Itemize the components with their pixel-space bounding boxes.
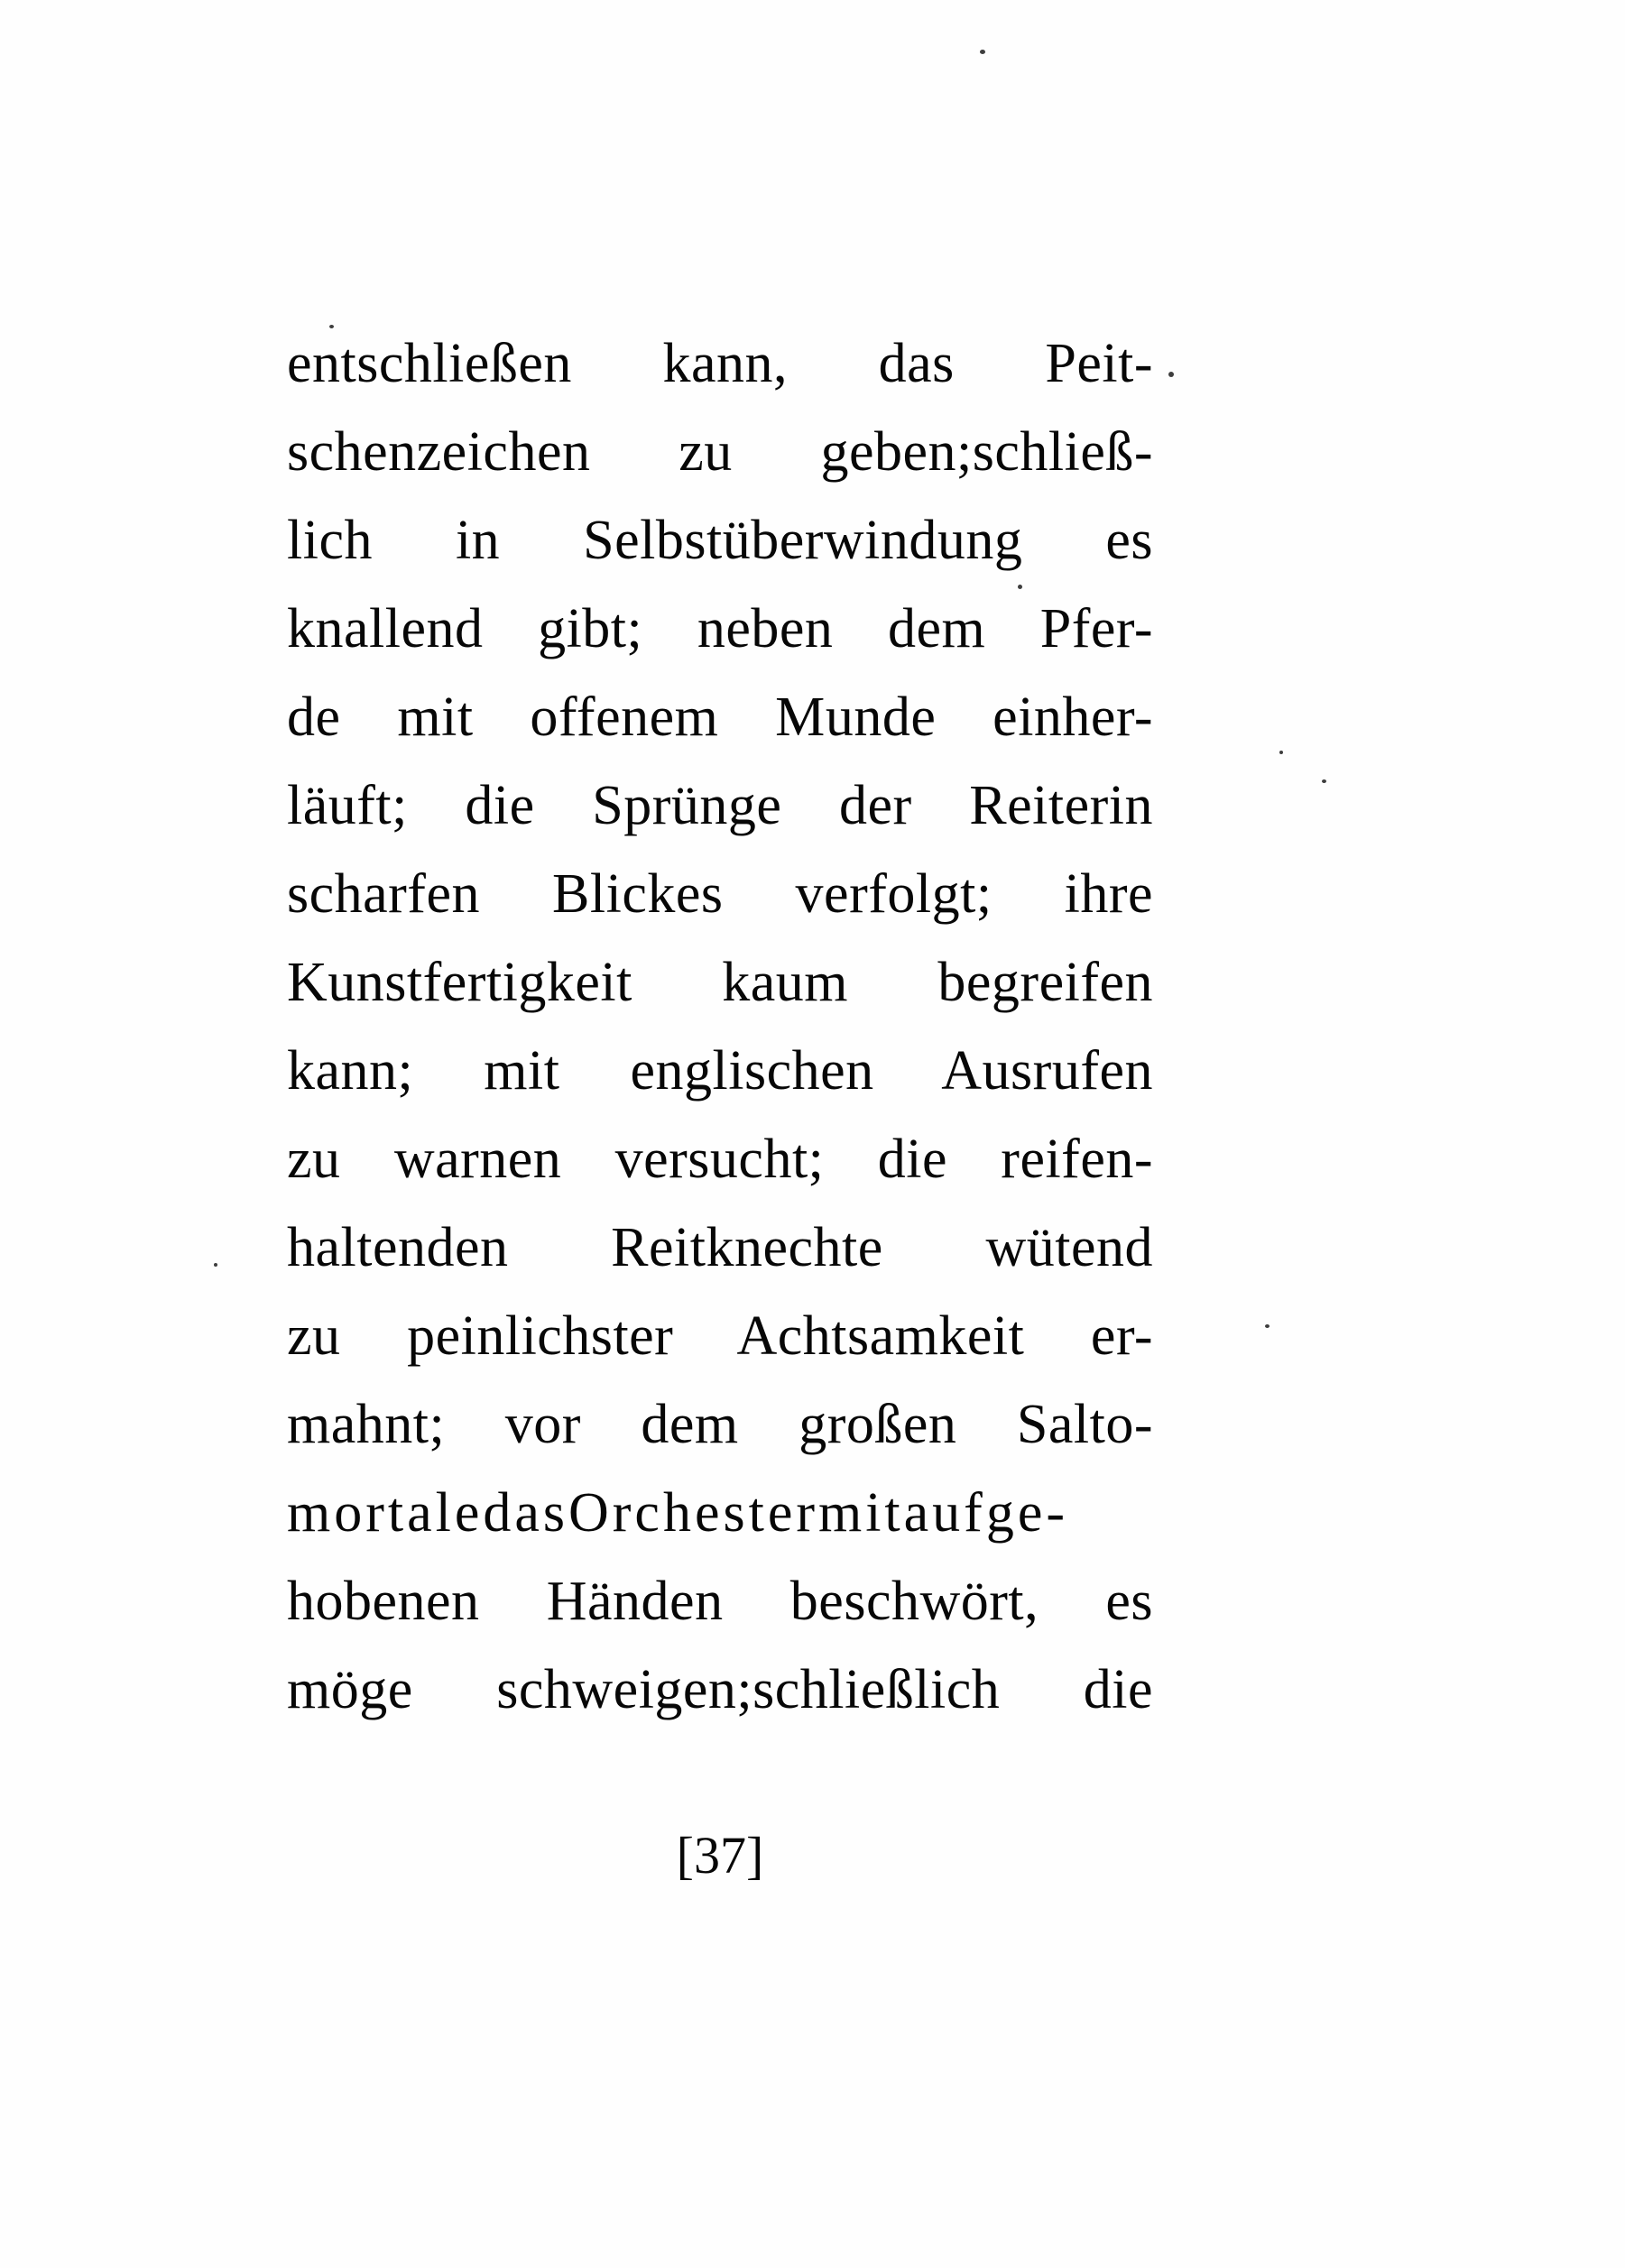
- text-line: zu warnen versucht; die reifen-: [287, 1129, 1153, 1190]
- text-line: kann; mit englischen Ausrufen: [287, 1040, 1153, 1102]
- text-line: zu peinlichster Achtsamkeit er-: [287, 1305, 1153, 1367]
- text-line: entschließen kann, das Peit-: [287, 333, 1153, 394]
- scan-speck: [1265, 1324, 1270, 1328]
- text-line: mortaledasOrchestermitaufge-: [287, 1482, 1068, 1544]
- text-line: schenzeichen zu geben;schließ-: [287, 421, 1153, 483]
- page-number: [37]: [676, 1826, 764, 1885]
- text-line: Kunstfertigkeit kaum begreifen: [287, 952, 1153, 1013]
- scan-speck: [1322, 779, 1326, 783]
- scan-speck: [1168, 372, 1174, 377]
- text-line: läuft; die Sprünge der Reiterin: [287, 775, 1153, 836]
- text-line: de mit offenem Munde einher-: [287, 687, 1153, 748]
- text-block: [287, 319, 1153, 1734]
- text-line: haltenden Reitknechte wütend: [287, 1217, 1153, 1278]
- text-line: lich in Selbstüberwindung es: [287, 510, 1153, 571]
- text-line: scharfen Blickes verfolgt; ihre: [287, 863, 1153, 925]
- scan-speck: [1279, 751, 1283, 754]
- scan-speck: [329, 325, 334, 328]
- scan-speck: [1018, 585, 1022, 589]
- scan-speck: [214, 1263, 217, 1267]
- text-line: möge schweigen;schließlich die: [287, 1659, 1153, 1720]
- text-line: knallend gibt; neben dem Pfer-: [287, 598, 1153, 659]
- scan-speck: [980, 50, 985, 54]
- text-line: hobenen Händen beschwört, es: [287, 1571, 1153, 1632]
- text-line: mahnt; vor dem großen Salto-: [287, 1394, 1153, 1455]
